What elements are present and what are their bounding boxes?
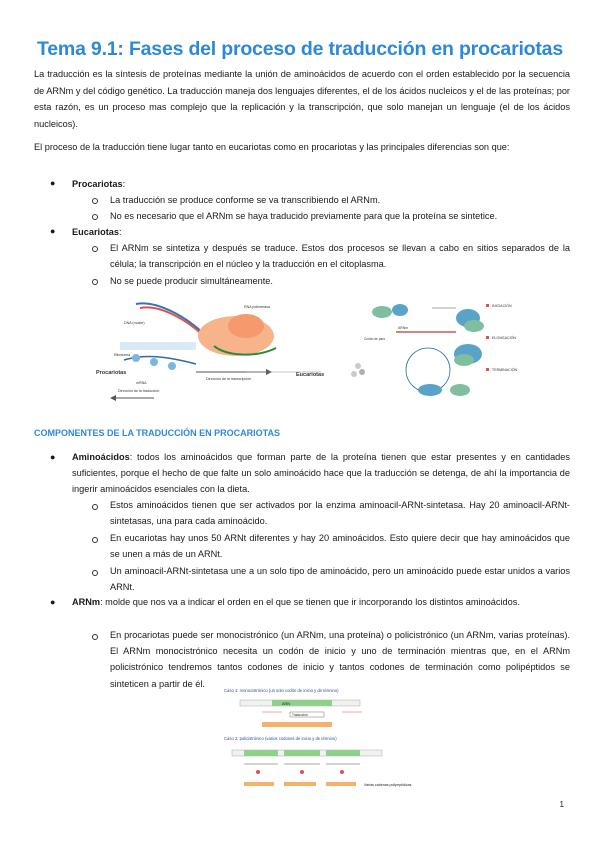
aminoacidos-paragraph: Aminoácidos: todos los aminoácidos que forman parte de la proteína tienen que estar presentes y en cantidades suficientes, porque el hecho de que falte un solo aminoácido hace que la traducción se detenga, de ahí la importancia de ingerir aminoácidos esenciales con la dieta. [72, 452, 570, 495]
procariotas-item-2: No es necesario que el ARNm se haya traducido previamente para que la proteína se sintetice. [110, 211, 498, 221]
page-title: Tema 9.1: Fases del proceso de traducción en procariotas [37, 38, 563, 60]
arnm-item-1: En procariotas puede ser monocistrónico (un ARNm, una proteína) o policistrónico (un ARNm, varias proteínas). El ARNm monocistrónico necesita un codón de inicio y uno de terminación mientras que, en el ARNm policistrónico tendremos tantos codones de inicio y tantos codones de terminación como polipéptidos se sinteticen a partir de él. [110, 630, 570, 689]
label-varias: Varias cadenas polipeptídicas [364, 783, 412, 787]
sub-bullet [92, 279, 98, 285]
sub-bullet [92, 634, 98, 640]
label-mrna: mRNA [136, 381, 147, 385]
aminoacidos-item-3: Un aminoacil-ARNt-sintetasa une a un solo tipo de aminoácido, pero un aminoácido puede estar unidos a varios ARNt. [110, 566, 570, 593]
label-caso1: Caso 1: monocistrónico (un solo codón de inicio y de término) [224, 688, 339, 693]
bullet-dot: ● [50, 597, 56, 607]
page-number: 1 [559, 800, 564, 809]
eucariotas-heading: Eucariotas: [72, 227, 122, 237]
sub-bullet [92, 537, 98, 543]
aminoacidos-item-2: En eucariotas hay unos 50 ARNt diferentes y hay 20 aminoácidos. Esto quiere decir que hay aminoácidos que se unen a más de un ARNt. [110, 533, 570, 560]
arnm-paragraph: ARNm: molde que nos va a indicar el orden en el que se tienen que ir incorporando los distintos aminoácidos. [72, 597, 520, 607]
figure-procariotas-eucariotas [96, 296, 332, 406]
label-eucariotas: Eucariotas [296, 372, 325, 378]
label-rna-pol: RNA polimerasa [244, 305, 270, 309]
label-ribosoma: Ribosoma [114, 353, 131, 357]
sub-bullet [92, 504, 98, 510]
procariotas-heading: Procariotas: [72, 179, 126, 189]
figure-cistronico [222, 686, 422, 792]
label-caso2: Caso 2: policistrónico (varios codones de inicio y de término) [224, 736, 337, 741]
sub-bullet [92, 570, 98, 576]
label-traduccion: Traducción [292, 713, 308, 717]
figure-ciclo-traduccion [336, 296, 518, 406]
label-dir-trans: Dirección de la transcripción [206, 377, 252, 381]
aminoacidos-item-1: Estos aminoácidos tienen que ser activados por la enzima aminoacil-ARNt-sintetasa. Hay 20 aminoacil-ARNt-sintetasas, una para cada aminoácido. [110, 500, 570, 527]
label-codon: Codón de paro [364, 337, 386, 341]
eucariotas-item-1: El ARNm se sintetiza y después se traduce. Estos dos procesos se llevan a cabo en sitios separados de la célula; la transcripción en el núcleo y la traducción en el citoplasma. [110, 243, 570, 270]
label-procariotas: Procariotas [96, 370, 127, 376]
intro-paragraph: La traducción es la síntesis de proteínas mediante la unión de aminoácidos de acuerdo con el orden establecido por la secuencia de ARNm y del código genético. La traducción maneja dos lenguajes diferentes, el de los ácidos nucleicos y el de las proteínas; por esta razón, es un proceso mas complejo que la replicación y la transcripción, que solo manejan un lenguaje (el de los ácidos nucleicos). [34, 69, 570, 129]
label-arn: ARN [282, 702, 291, 706]
sub-bullet [92, 214, 98, 220]
bullet-dot: ● [50, 178, 56, 188]
label-iniciacion: INICIACIÓN [492, 304, 512, 308]
sub-bullet [92, 198, 98, 204]
intro-paragraph-2: El proceso de la traducción tiene lugar tanto en eucariotas como en procariotas y las principales diferencias son que: [34, 142, 510, 152]
section-heading: COMPONENTES DE LA TRADUCCIÓN EN PROCARIOTAS [34, 428, 281, 438]
label-dna: DNA (molde) [124, 321, 145, 325]
bullet-dot: ● [50, 452, 56, 462]
label-elongacion: ELONGACIÓN [492, 336, 516, 340]
sub-bullet [92, 246, 98, 252]
label-terminacion: TERMINACIÓN [492, 368, 518, 372]
bullet-dot: ● [50, 226, 56, 236]
label-arnm: ARNm [398, 326, 408, 330]
procariotas-item-1: La traducción se produce conforme se va transcribiendo el ARNm. [110, 195, 381, 205]
label-dir-trad: Dirección de la traducción [118, 389, 160, 393]
eucariotas-item-2: No se puede producir simultáneamente. [110, 276, 273, 286]
